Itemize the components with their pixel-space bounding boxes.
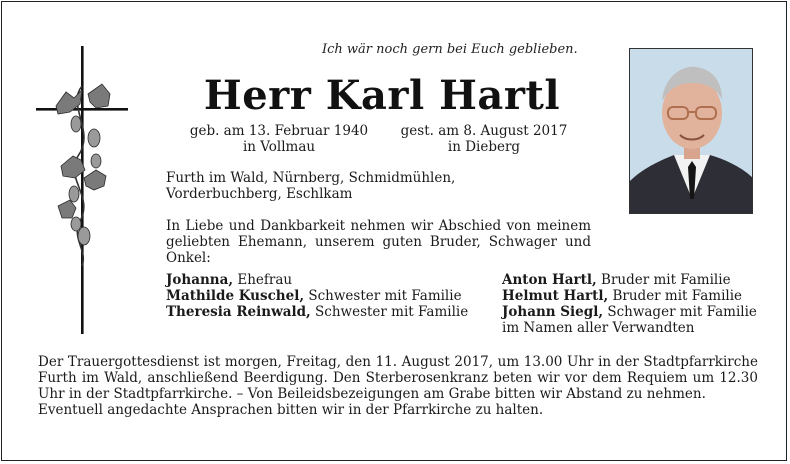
service-text: Der Trauergottesdienst ist morgen, Freitag, den 11. August 2017, um 13.00 Uhr in der Stadtpfarrkirche Furth im Wald, anschließend Beerdigung. Den Sterberosenkranz beten wir vor dem Requiem um 12.30 Uhr in der Stadtpfarrkirche. – Von Beileidsbezeigungen am Grabe bitten wir Abstand zu nehmen. bbox=[38, 354, 758, 402]
motto-line: Ich wär noch gern bei Euch geblieben. bbox=[322, 42, 578, 57]
mourner-entry bbox=[166, 272, 486, 288]
mourner-entry bbox=[502, 272, 772, 288]
cross-with-hops-icon bbox=[36, 46, 136, 334]
birth-place: in Vollmau bbox=[242, 139, 316, 155]
mourner-name: Anton Hartl, bbox=[502, 272, 597, 288]
death-date: gest. am 8. August 2017 bbox=[400, 123, 568, 139]
portrait-photo bbox=[629, 48, 753, 214]
mourner-name: Theresia Reinwald, bbox=[166, 304, 311, 320]
portrait-image bbox=[630, 49, 753, 214]
mourner-entry bbox=[166, 304, 486, 320]
obituary-notice bbox=[1, 1, 787, 461]
mourner-relation: Schwester mit Familie bbox=[315, 304, 469, 320]
mourner-name: Johanna, bbox=[166, 272, 234, 288]
death-place: in Dieberg bbox=[447, 139, 521, 155]
relatives-line: im Namen aller Verwandten bbox=[502, 320, 695, 336]
mourner-entry bbox=[502, 304, 772, 320]
mourner-name: Mathilde Kuschel, bbox=[166, 288, 305, 304]
mourner-name: Johann Siegl, bbox=[502, 304, 604, 320]
mourner-name: Helmut Hartl, bbox=[502, 288, 609, 304]
places-line: Furth im Wald, Nürnberg, Schmidmühlen, bbox=[166, 170, 456, 186]
service-text-last: Eventuell angedachte Ansprachen bitten wir in der Pfarrkirche zu halten. bbox=[38, 402, 544, 418]
mourners-left bbox=[166, 272, 486, 320]
places-line: Vorderbuchberg, Eschlkam bbox=[166, 186, 353, 202]
service-info bbox=[38, 354, 758, 418]
death-info bbox=[394, 123, 574, 155]
farewell-text: In Liebe und Dankbarkeit nehmen wir Abschied von meinem geliebten Ehemann, unserem guten Bruder, Schwager und Onkel: bbox=[166, 218, 591, 266]
birth-info bbox=[184, 123, 374, 155]
mourner-relation: Bruder mit Familie bbox=[612, 288, 743, 304]
mourner-entry bbox=[166, 288, 486, 304]
mourner-relation: Schwager mit Familie bbox=[607, 304, 757, 320]
mourner-relation: Schwester mit Familie bbox=[308, 288, 462, 304]
mourner-entry bbox=[502, 288, 772, 304]
mourner-relation: Bruder mit Familie bbox=[601, 272, 731, 288]
birth-date: geb. am 13. Februar 1940 bbox=[189, 123, 369, 139]
places-list bbox=[166, 170, 596, 202]
mourners-right bbox=[502, 272, 772, 336]
deceased-name: Herr Karl Hartl bbox=[203, 72, 561, 119]
mourner-relation: Ehefrau bbox=[237, 272, 293, 288]
